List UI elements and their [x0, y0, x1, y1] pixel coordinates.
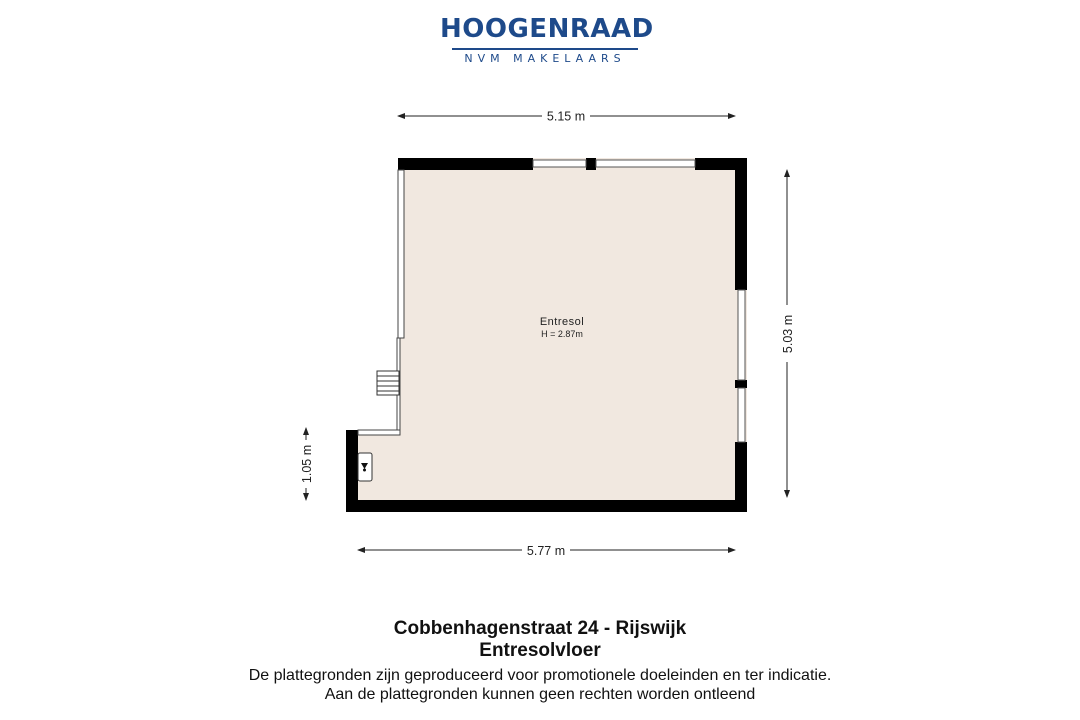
- wall-bottom: [346, 500, 747, 512]
- room-name: Entresol: [539, 316, 585, 328]
- property-address: Cobbenhagenstraat 24 - Rijswijk: [393, 618, 687, 639]
- dimension-label-left: 1.05 m: [300, 444, 314, 484]
- floor-name: Entresolvloer: [479, 640, 601, 661]
- dimension-label-top: 5.15 m: [546, 109, 586, 124]
- dimension-label-right: 5.03 m: [781, 314, 795, 354]
- wall-left-lower: [346, 430, 358, 512]
- window-top-right: [596, 160, 695, 167]
- balustrade-horizontal: [358, 430, 400, 435]
- disclaimer-line-1: De plattegronden zijn geproduceerd voor promotionele doeleinden en ter indicatie.: [248, 667, 832, 684]
- wall-top-left: [398, 158, 533, 170]
- window-top-left: [533, 160, 586, 167]
- wall-right-upper: [735, 158, 747, 290]
- window-right-upper: [738, 290, 745, 380]
- logo-tagline: NVM MAKELAARS: [464, 52, 626, 65]
- window-right-lower: [738, 388, 745, 442]
- window-mullion-top: [586, 158, 596, 170]
- balustrade-left-top: [398, 170, 404, 338]
- room-height: H = 2.87m: [541, 329, 583, 339]
- dimension-label-bottom: 5.77 m: [526, 544, 566, 558]
- stair-icon: [377, 371, 399, 395]
- sink-icon: [358, 453, 372, 481]
- disclaimer-line-2: Aan de plattegronden kunnen geen rechten worden ontleend: [324, 686, 756, 703]
- window-mullion-right: [735, 380, 747, 388]
- logo-brand-name: HOOGENRAAD: [440, 14, 654, 44]
